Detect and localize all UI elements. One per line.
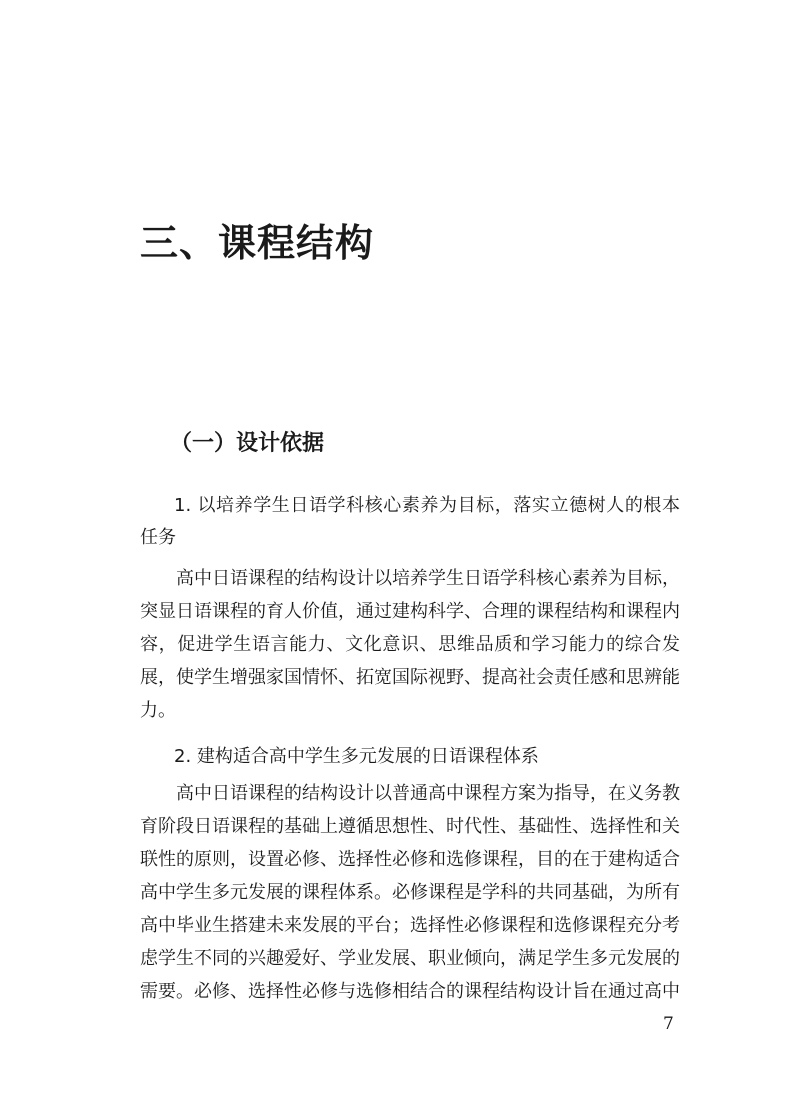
section-title: （一）设计依据 [170,430,325,456]
body-paragraph-1: 高中日语课程的结构设计以培养学生日语学科核心素养为目标，突显日语课程的育人价值，通过建构科学、合理的课程结构和课程内容，促进学生语言能力、文化意识、思维品质和学习能力的综合发展，使学生增强家国情怀、拓宽国际视野、提高社会责任感和思辨能力。 [140,568,680,721]
body-paragraph-2: 高中日语课程的结构设计以普通高中课程方案为指导，在义务教育阶段日语课程的基础上遵循思想性、时代性、基础性、选择性和关联性的原则，设置必修、选择性必修和选修课程，目的在于建构适合高中学生多元发展的课程体系。必修课程是学科的共同基础，为所有高中毕业生搭建未来发展的平台；选择性必修课程和选修课程充分考虑学生不同的兴趣爱好、学业发展、职业倾向，满足学生多元发展的需要。必修、选择性必修与选修相结合的课程结构设计旨在通过高中 [140,783,680,1002]
subsection-heading-1: 1. 以培养学生日语学科核心素养为目标，落实立德树人的根本任务 [140,495,680,548]
subsection-heading-2: 2. 建构适合高中学生多元发展的日语课程体系 [174,746,539,767]
page-number: 7 [663,1014,674,1034]
chapter-title: 三、课程结构 [140,220,375,265]
